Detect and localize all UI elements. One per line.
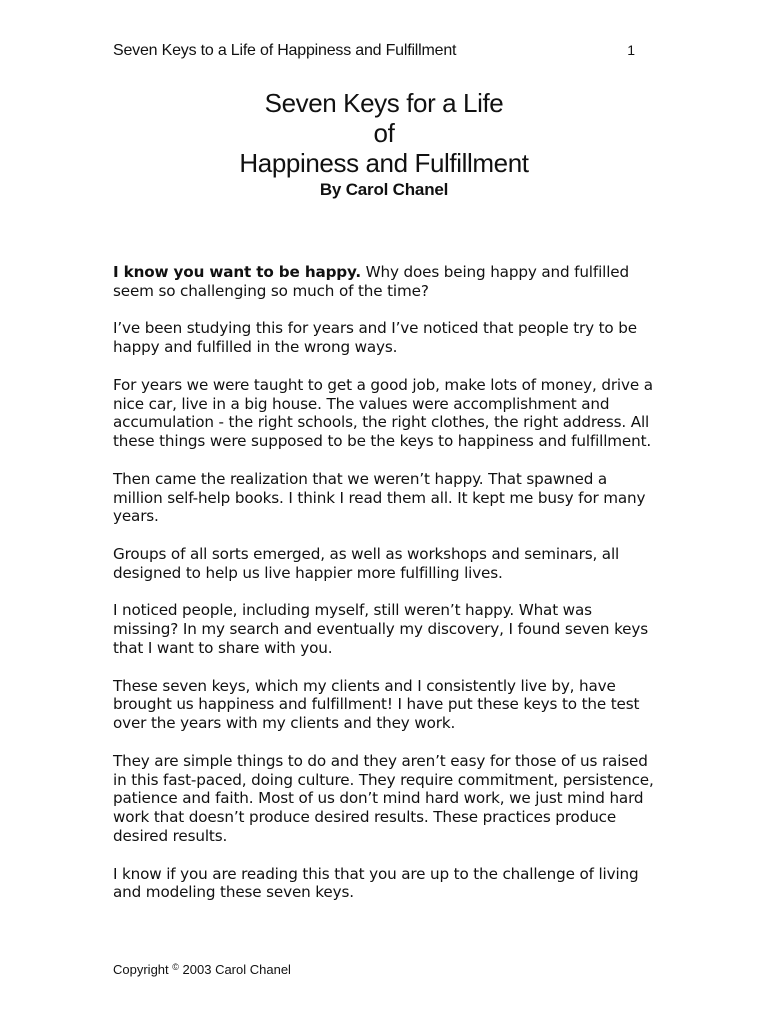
page-number: 1 bbox=[627, 42, 635, 58]
paragraph-3 bbox=[113, 376, 658, 451]
body-text bbox=[113, 263, 658, 921]
paragraph-text: For years we were taught to get a good job, make lots of money, drive a nice car, live in a big house. The values were accomplishment and accumulation - the right schools, the right clothes, the right address. All these things were supposed to be the keys to happiness and fulfillment. bbox=[113, 375, 653, 451]
paragraph-text: Groups of all sorts emerged, as well as workshops and seminars, all designed to help us live happier more fulfilling lives. bbox=[113, 544, 620, 582]
paragraph-text: I noticed people, including myself, still weren’t happy. What was missing? In my search and eventually my discovery, I found seven keys that I want to share with you. bbox=[113, 601, 648, 657]
paragraph-9 bbox=[113, 865, 658, 903]
title-line-1: Seven Keys for a Life bbox=[264, 88, 504, 118]
title-block bbox=[113, 88, 655, 202]
copyright-text: 2003 Carol Chanel bbox=[182, 962, 291, 977]
title-line-2: of bbox=[373, 118, 395, 148]
paragraph-2 bbox=[113, 319, 658, 357]
paragraph-5 bbox=[113, 545, 658, 583]
paragraph-text: I know if you are reading this that you are up to the challenge of living and modeling these seven keys. bbox=[113, 864, 639, 902]
byline: By Carol Chanel bbox=[319, 180, 449, 199]
running-header bbox=[113, 42, 635, 64]
paragraph-text: They are simple things to do and they aren’t easy for those of us raised in this fast-paced, doing culture. They require commitment, persistence, patience and faith. Most of us don’t mind hard work, we just mind hard work that doesn’t produce desired results. These practices produce desired results. bbox=[113, 751, 654, 845]
paragraph-7 bbox=[113, 677, 658, 733]
paragraph-6 bbox=[113, 601, 658, 657]
paragraph-text: Then came the realization that we weren’t happy. That spawned a million self-help books. I think I read them all. It kept me busy for many years. bbox=[113, 469, 646, 526]
paragraph-4 bbox=[113, 470, 658, 526]
title-line-3: Happiness and Fulfillment bbox=[239, 148, 529, 178]
copyright-symbol: © bbox=[172, 962, 179, 972]
paragraph-lead: I know you want to be happy. bbox=[113, 263, 361, 281]
paragraph-text: Why does being happy and fulfilled seem so challenging so much of the time? bbox=[113, 263, 629, 300]
paragraph-1 bbox=[113, 263, 658, 301]
paragraph-8 bbox=[113, 752, 658, 846]
copyright-footer bbox=[113, 958, 291, 979]
paragraph-text: I’ve been studying this for years and I’ve noticed that people try to be happy and fulfilled in the wrong ways. bbox=[113, 319, 637, 357]
copyright-word: Copyright bbox=[113, 962, 169, 977]
running-title: Seven Keys to a Life of Happiness and Fulfillment bbox=[113, 42, 457, 59]
paragraph-text: These seven keys, which my clients and I consistently live by, have brought us happiness and fulfillment! I have put these keys to the test over the years with my clients and they work. bbox=[113, 676, 640, 733]
